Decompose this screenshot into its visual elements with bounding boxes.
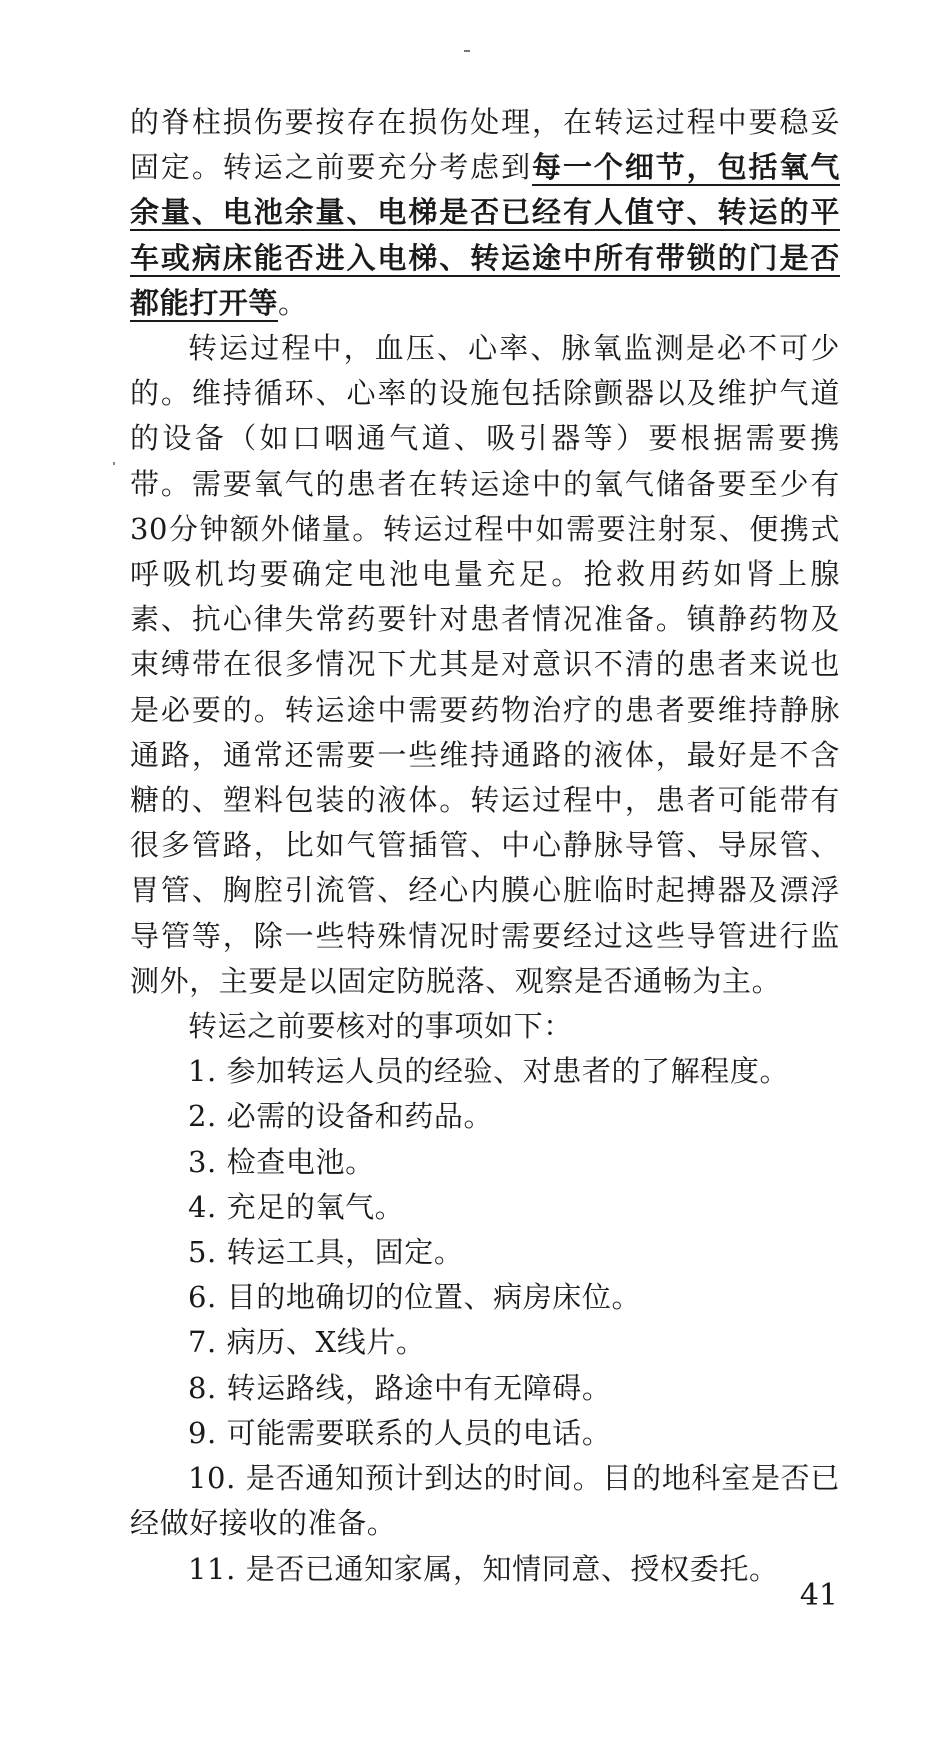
- checklist-item: 8. 转运路线，路途中有无障碍。: [188, 1370, 612, 1405]
- checklist-item: 1. 参加转运人员的经验、对患者的了解程度。: [188, 1054, 790, 1089]
- checklist-item: 10. 是否通知预计到达的时间。目的地科室是否已经做好接收的准备。: [130, 1461, 840, 1541]
- scan-mark: [464, 50, 470, 52]
- body-text: [130, 100, 840, 1592]
- checklist-item: 5. 转运工具，固定。: [188, 1235, 464, 1270]
- checklist-item: 6. 目的地确切的位置、病房床位。: [188, 1280, 642, 1315]
- checklist-item: 4. 充足的氧气。: [188, 1189, 405, 1224]
- paragraph-continued: 的脊柱损伤要按存在损伤处理，在转运过程中要稳妥固定。转运之前要充分考虑到每一个细节，包括氧气余量、电池余量、电梯是否已经有人值守、转运的平车或病床能否进入电梯、转运途中所有带锁的门是否都能打开等。: [130, 105, 840, 320]
- checklist-item: 3. 检查电池。: [188, 1144, 375, 1179]
- checklist-item: 7. 病历、X线片。: [188, 1325, 426, 1360]
- checklist-item: 9. 可能需要联系的人员的电话。: [188, 1415, 612, 1450]
- scan-mark: [113, 462, 115, 465]
- paragraph-monitoring: 转运过程中，血压、心率、脉氧监测是必不可少的。维持循环、心率的设施包括除颤器以及维护气道的设备（如口咽通气道、吸引器等）要根据需要携带。需要氧气的患者在转运途中的氧气储备要至少有30分钟额外储量。转运过程中如需要注射泵、便携式呼吸机均要确定电池电量充足。抢救用药如肾上腺素、抗心律失常药要针对患者情况准备。镇静药物及束缚带在很多情况下尤其是对意识不清的患者来说也是必要的。转运途中需要药物治疗的患者要维持静脉通路，通常还需要一些维持通路的液体，最好是不含糖的、塑料包装的液体。转运过程中，患者可能带有很多管路，比如气管插管、中心静脉导管、导尿管、胃管、胸腔引流管、经心内膜心脏临时起搏器及漂浮导管等，除一些特殊情况时需要经过这些导管进行监测外，主要是以固定防脱落、观察是否通畅为主。: [130, 331, 840, 998]
- checklist-intro: 转运之前要核对的事项如下：: [188, 1009, 573, 1044]
- page-number: 41: [799, 1578, 838, 1613]
- checklist-item: 11. 是否已通知家属，知情同意、授权委托。: [188, 1551, 779, 1586]
- underlined-emphasis: 每一个细节，包括氧气余量、电池余量、电梯是否已经有人值守、转运的平车或病床能否进入电梯、转运途中所有带锁的门是否都能打开等: [130, 150, 840, 320]
- checklist-item: 2. 必需的设备和药品。: [188, 1099, 494, 1134]
